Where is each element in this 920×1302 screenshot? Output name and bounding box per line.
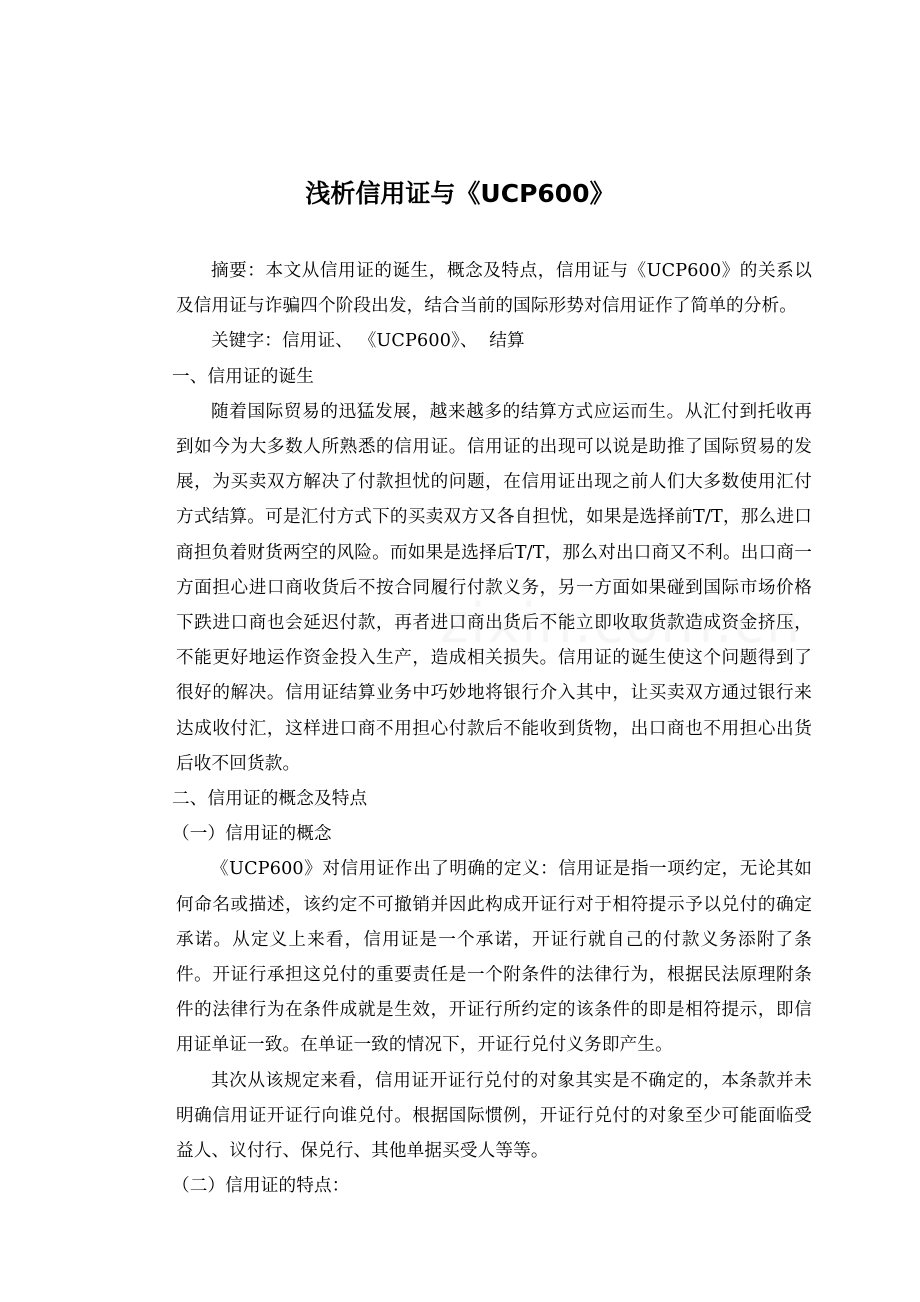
section-heading-1: 一、信用证的诞生 [172,366,314,387]
subsection-2-1-paragraph-1: 《UCP600》对信用证作出了明确的定义：信用证是指一项约定，无论其如何命名或描述，该约定不可撤销并因此构成开证行对于相符提示予以兑付的确定承诺。从定义上来看，信用证是一个承诺，开证行就自己的付款义务添附了条件。开证行承担这兑付的重要责任是一个附条件的法律行为，根据民法原理附条件的法律行为在条件成就是生效，开证行所约定的该条件的即是相符提示，即信用证单证一致。在单证一致的情况下，开证行兑付义务即产生。 [176,859,812,1056]
paper-title: 浅析信用证与《UCP600》 [305,179,615,208]
section-1-paragraph: 随着国际贸易的迅猛发展，越来越多的结算方式应运而生。从汇付到托收再到如今为大多数人所熟悉的信用证。信用证的出现可以说是助推了国际贸易的发展，为买卖双方解决了付款担忧的问题，在信用证出现之前人们大多数使用汇付方式结算。可是汇付方式下的买卖双方又各自担忧，如果是选择前T/T，那么进口商担负着财货两空的风险。而如果是选择后T/T，那么对出口商又不利。出口商一方面担心进口商收货后不按合同履行付款义务，另一方面如果碰到国际市场价格下跌进口商也会延迟付款，再者进口商出货后不能立即收取货款造成资金挤压，不能更好地运作资金投入生产，造成相关损失。信用证的诞生使这个问题得到了很好的解决。信用证结算业务中巧妙地将银行介入其中，让买卖双方通过银行来达成收付汇，这样进口商不用担心付款后不能收到货物，出口商也不用担心出货后收不回货款。 [176,401,812,774]
abstract-paragraph: 摘要：本文从信用证的诞生，概念及特点，信用证与《UCP600》的关系以及信用证与诈骗四个阶段出发，结合当前的国际形势对信用证作了简单的分析。 [176,261,812,317]
keywords-line: 关键字：信用证、 《UCP600》、 结算 [211,331,525,352]
subsection-heading-2-1: （一）信用证的概念 [172,824,332,845]
section-heading-2: 二、信用证的概念及特点 [172,789,368,810]
paper-body [172,254,812,1204]
subsection-heading-2-2: （二）信用证的特点： [172,1176,350,1197]
subsection-2-1-paragraph-2: 其次从该规定来看，信用证开证行兑付的对象其实是不确定的，本条款并未明确信用证开证行向谁兑付。根据国际惯例，开证行兑付的对象至少可能面临受益人、议付行、保兑行、其他单据买受人等等。 [176,1070,812,1162]
